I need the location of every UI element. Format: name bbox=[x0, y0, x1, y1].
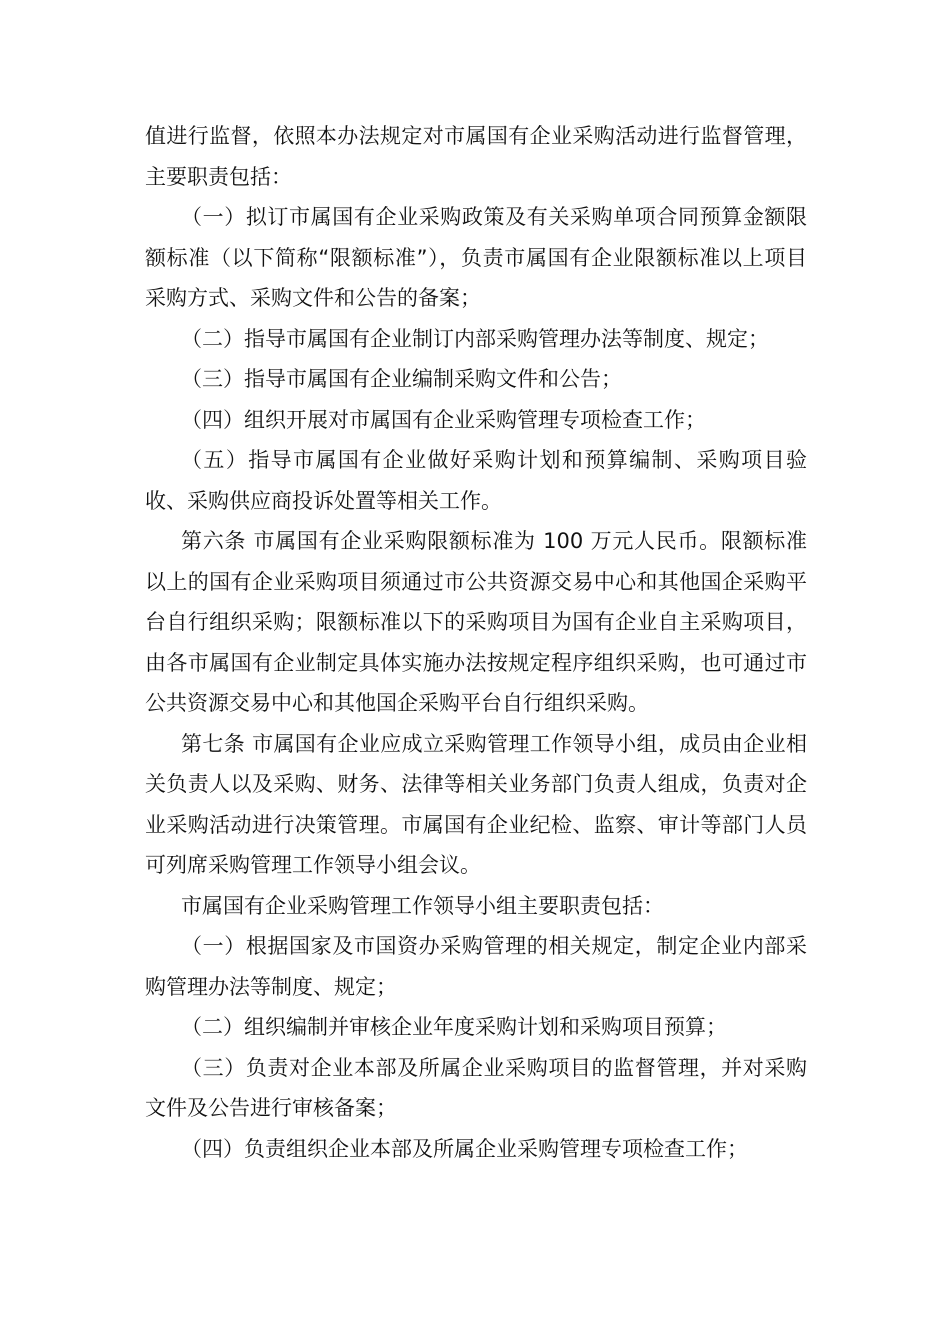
paragraph-duty-2: （二）组织编制并审核企业年度采购计划和采购项目预算； bbox=[181, 1015, 727, 1039]
paragraph-continued: 值进行监督，依照本办法规定对市属国有企业采购活动进行监督管理，主要职责包括： bbox=[145, 124, 807, 189]
paragraph-leader-duties: 市属国有企业采购管理工作领导小组主要职责包括： bbox=[181, 893, 664, 918]
paragraph-duty-4: （四）负责组织企业本部及所属企业采购管理专项检查工作； bbox=[181, 1136, 748, 1161]
paragraph-item-3: （三）指导市属国有企业编制采购文件和公告； bbox=[181, 367, 622, 391]
paragraph-item-5: （五）指导市属国有企业做好采购计划和预算编制、采购项目验收、采购供应商投诉处置等相关工作。 bbox=[145, 448, 807, 513]
article-7: 第七条 市属国有企业应成立采购管理工作领导小组，成员由企业相关负责人以及采购、财务、法律等相关业务部门负责人组成，负责对企业采购活动进行决策管理。市属国有企业纪检、监察、审计等部门人员可列席采购管理工作领导小组会议。 bbox=[145, 731, 807, 877]
paragraph-item-1: （一）拟订市属国有企业采购政策及有关采购单项合同预算金额限额标准（以下简称“限额标准”），负责市属国有企业限额标准以上项目采购方式、采购文件和公告的备案； bbox=[145, 205, 807, 310]
paragraph-duty-1: （一）根据国家及市国资办采购管理的相关规定，制定企业内部采购管理办法等制度、规定； bbox=[145, 934, 807, 999]
article-6: 第六条 市属国有企业采购限额标准为 100 万元人民币。限额标准以上的国有企业采购项目须通过市公共资源交易中心和其他国企采购平台自行组织采购；限额标准以下的采购项目为国有企业自主采购项目，由各市属国有企业制定具体实施办法按规定程序组织采购，也可通过市公共资源交易中心和其他国企采购平台自行组织采购。 bbox=[145, 529, 807, 715]
paragraph-item-2: （二）指导市属国有企业制订内部采购管理办法等制度、规定； bbox=[181, 326, 769, 351]
document-body bbox=[145, 116, 807, 1169]
paragraph-duty-3: （三）负责对企业本部及所属企业采购项目的监督管理，并对采购文件及公告进行审核备案； bbox=[145, 1055, 807, 1120]
paragraph-item-4: （四）组织开展对市属国有企业采购管理专项检查工作； bbox=[181, 407, 706, 432]
